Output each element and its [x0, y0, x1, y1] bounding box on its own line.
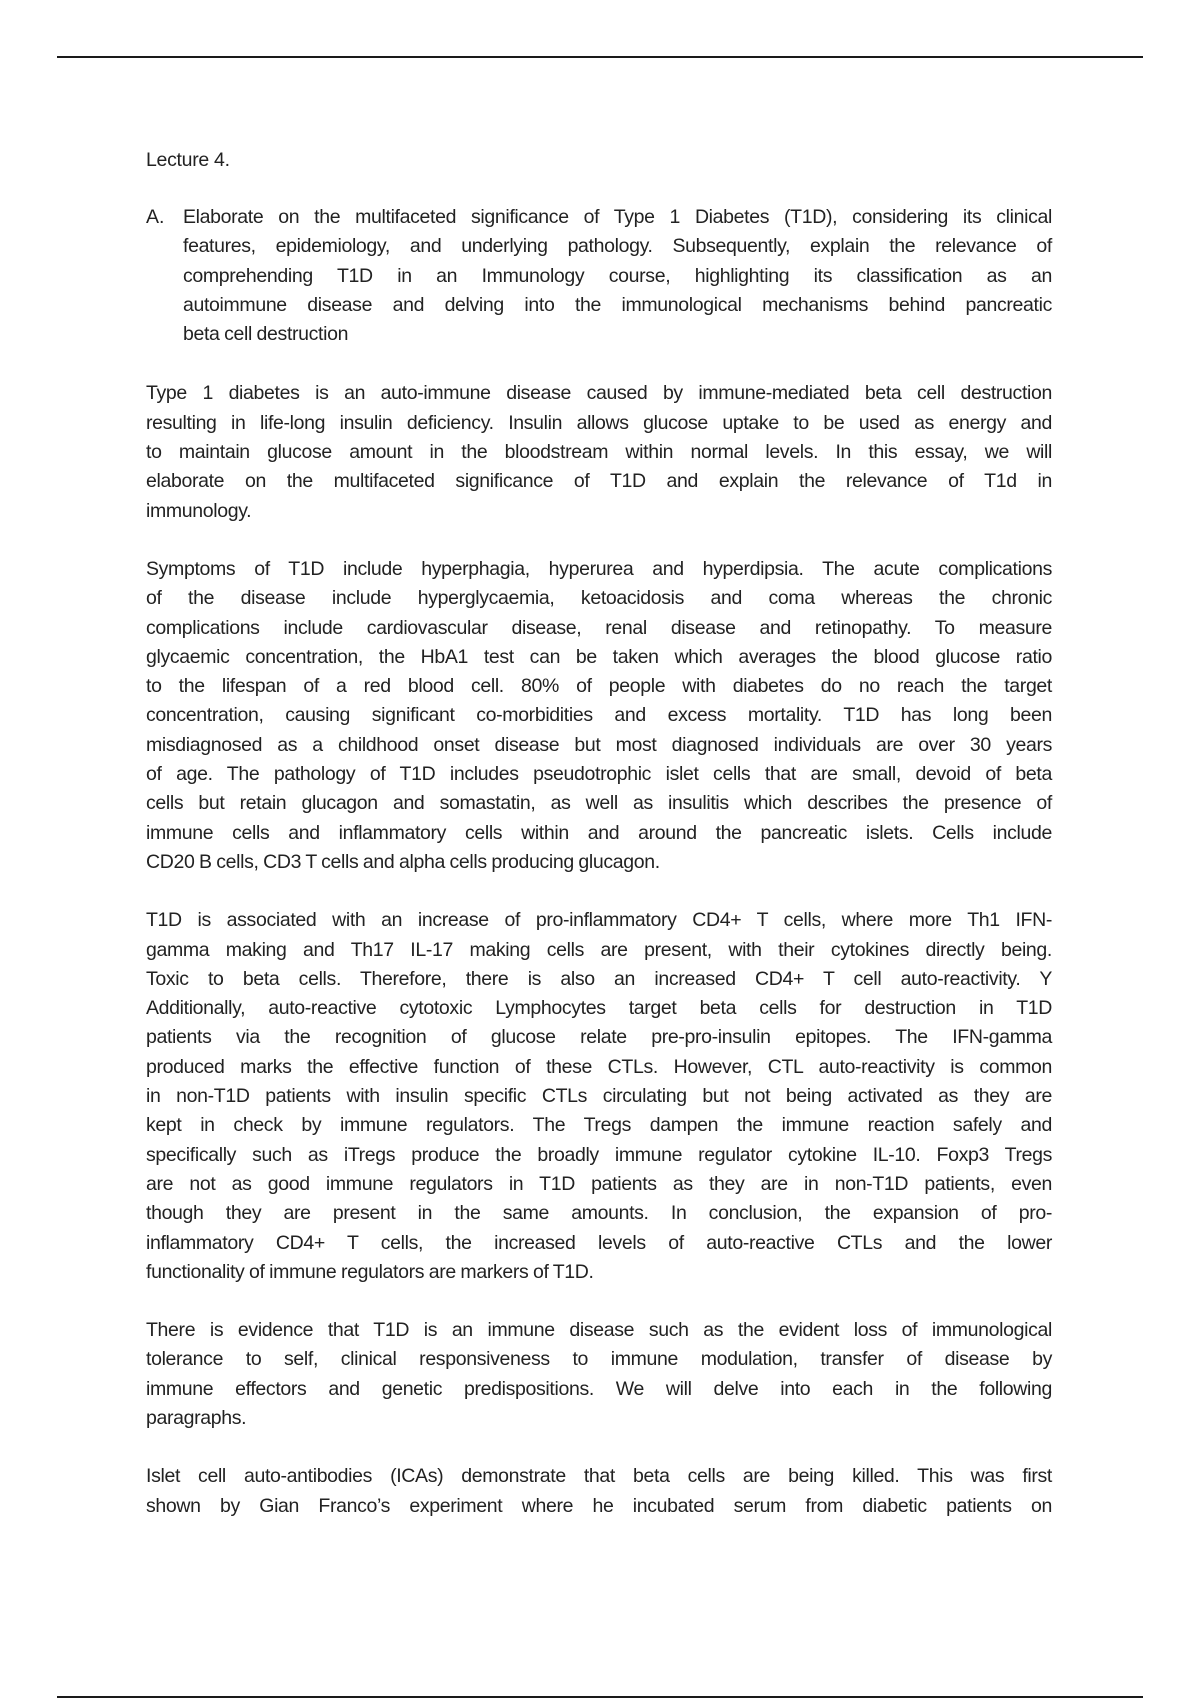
- text-line: resulting in life-long insulin deficiency. Insulin allows glucose uptake to be used as energy and: [146, 411, 1052, 434]
- text-line: shown by Gian Franco’s experiment where he incubated serum from diabetic patients on: [146, 1494, 1052, 1517]
- text-line: immune effectors and genetic predispositions. We will delve into each in the following: [146, 1377, 1052, 1400]
- text-line: in non-T1D patients with insulin specific CTLs circulating but not being activated as they are: [146, 1085, 1052, 1108]
- text-line: though they are present in the same amounts. In conclusion, the expansion of pro-: [146, 1202, 1052, 1225]
- text-line: Type 1 diabetes is an auto-immune disease caused by immune-mediated beta cell destruction: [146, 382, 1052, 405]
- text-line: Elaborate on the multifaceted significance of Type 1 Diabetes (T1D), considering its clinical: [183, 206, 1052, 228]
- text-line: are not as good immune regulators in T1D patients as they are in non-T1D patients, even: [146, 1172, 1052, 1195]
- text-line: CD20 B cells, CD3 T cells and alpha cells producing glucagon.: [146, 850, 660, 873]
- text-line: kept in check by immune regulators. The Tregs dampen the immune reaction safely and: [146, 1114, 1052, 1137]
- text-line: gamma making and Th17 IL-17 making cells are present, with their cytokines directly being.: [146, 938, 1052, 961]
- text-line: specifically such as iTregs produce the broadly immune regulator cytokine IL-10. Foxp3 Tregs: [146, 1143, 1052, 1166]
- text-line: patients via the recognition of glucose relate pre-pro-insulin epitopes. The IFN-gamma: [146, 1026, 1052, 1049]
- text-line: elaborate on the multifaceted significance of T1D and explain the relevance of T1d in: [146, 470, 1052, 493]
- text-line: comprehending T1D in an Immunology course, highlighting its classification as an: [183, 264, 1052, 287]
- text-line: produced marks the effective function of these CTLs. However, CTL auto-reactivity is common: [146, 1055, 1052, 1078]
- text-line: Symptoms of T1D include hyperphagia, hyperurea and hyperdipsia. The acute complications: [146, 557, 1052, 580]
- text-line: of age. The pathology of T1D includes pseudotrophic islet cells that are small, devoid of beta: [146, 763, 1052, 786]
- text-line: tolerance to self, clinical responsiveness to immune modulation, transfer of disease by: [146, 1348, 1052, 1371]
- text-line: There is evidence that T1D is an immune disease such as the evident loss of immunological: [146, 1319, 1052, 1342]
- text-line: immunology.: [146, 499, 252, 522]
- text-line: paragraphs.: [146, 1406, 247, 1429]
- question-a: [146, 203, 1052, 349]
- text-line: complications include cardiovascular disease, renal disease and retinopathy. To measure: [146, 616, 1052, 639]
- text-line: immune cells and inflammatory cells within and around the pancreatic islets. Cells include: [146, 821, 1052, 844]
- paragraph: [146, 906, 1052, 1287]
- text-line: to maintain glucose amount in the bloodstream within normal levels. In this essay, we will: [146, 441, 1052, 464]
- paragraph: [146, 379, 1052, 525]
- question-text: [183, 203, 1052, 349]
- text-line: misdiagnosed as a childhood onset disease but most diagnosed individuals are over 30 years: [146, 733, 1052, 756]
- text-line: features, epidemiology, and underlying pathology. Subsequently, explain the relevance of: [183, 235, 1052, 258]
- document-body: [146, 146, 1052, 1550]
- text-line: glycaemic concentration, the HbA1 test can be taken which averages the blood glucose ratio: [146, 645, 1052, 668]
- paragraph: [146, 555, 1052, 877]
- text-line: of the disease include hyperglycaemia, ketoacidosis and coma whereas the chronic: [146, 587, 1052, 610]
- text-line: Additionally, auto-reactive cytotoxic Lymphocytes target beta cells for destruction in T1D: [146, 997, 1052, 1020]
- paragraph: [146, 1316, 1052, 1433]
- text-line: Islet cell auto-antibodies (ICAs) demonstrate that beta cells are being killed. This was first: [146, 1465, 1052, 1488]
- header-rule: [57, 56, 1143, 58]
- text-line: beta cell destruction: [183, 323, 349, 346]
- text-line: autoimmune disease and delving into the immunological mechanisms behind pancreatic: [183, 293, 1052, 316]
- footer-rule: [57, 1696, 1143, 1698]
- text-line: concentration, causing significant co-morbidities and excess mortality. T1D has long been: [146, 704, 1052, 727]
- text-line: to the lifespan of a red blood cell. 80% of people with diabetes do no reach the target: [146, 675, 1052, 698]
- question-label: A.: [146, 206, 165, 228]
- essay-paragraphs: [146, 379, 1052, 1520]
- text-line: T1D is associated with an increase of pro-inflammatory CD4+ T cells, where more Th1 IFN-: [146, 909, 1052, 932]
- text-line: inflammatory CD4+ T cells, the increased levels of auto-reactive CTLs and the lower: [146, 1231, 1052, 1254]
- lecture-heading: Lecture 4.: [146, 149, 230, 171]
- text-line: Toxic to beta cells. Therefore, there is also an increased CD4+ T cell auto-reactivity. Y: [146, 967, 1052, 990]
- text-line: cells but retain glucagon and somastatin, as well as insulitis which describes the presence of: [146, 792, 1052, 815]
- paragraph: [146, 1462, 1052, 1521]
- text-line: functionality of immune regulators are markers of T1D.: [146, 1260, 594, 1283]
